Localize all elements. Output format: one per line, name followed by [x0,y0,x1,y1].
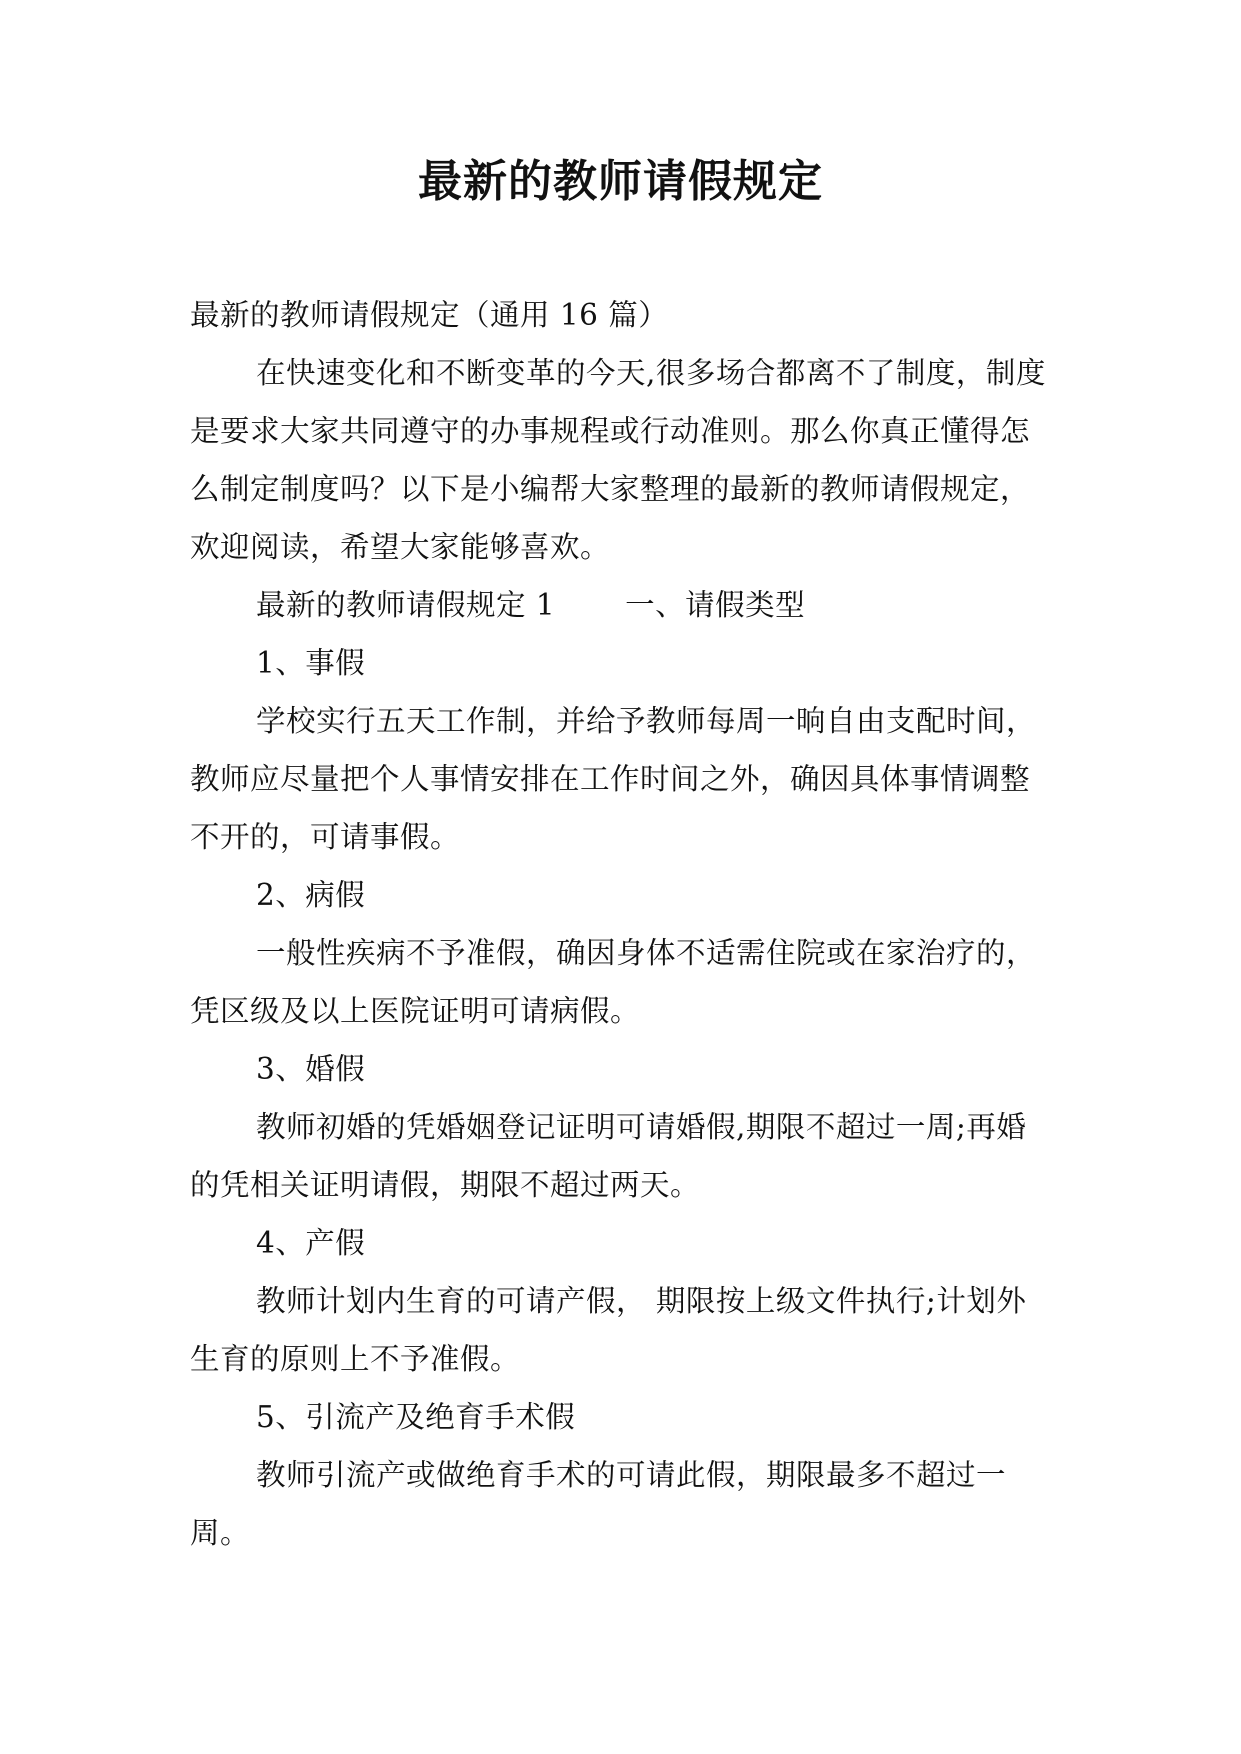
section-subheading: 一、请假类型 [625,588,806,622]
item-heading: 3、婚假 [256,1052,366,1086]
section-heading-line [190,576,1050,634]
item-heading: 4、产假 [256,1226,366,1260]
item-heading: 1、事假 [256,646,366,680]
intro-paragraph: 在快速变化和不断变革的今天,很多场合都离不了制度，制度是要求大家共同遵守的办事规程或行动准则。那么你真正懂得怎么制定制度吗？以下是小编帮大家整理的最新的教师请假规定，欢迎阅读，希望大家能够喜欢。 [190,356,1046,564]
item-paragraph: 教师引流产或做绝育手术的可请此假，期限最多不超过一周。 [190,1458,1007,1550]
item-paragraph: 教师初婚的凭婚姻登记证明可请婚假,期限不超过一周;再婚的凭相关证明请假，期限不超过两天。 [190,1110,1027,1202]
section-heading: 最新的教师请假规定 1 [256,588,556,622]
item-paragraph: 一般性疾病不予准假，确因身体不适需住院或在家治疗的，凭区级及以上医院证明可请病假。 [190,936,1037,1028]
item-heading: 2、病假 [256,878,366,912]
item-paragraph: 教师计划内生育的可请产假， 期限按上级文件执行;计划外生育的原则上不予准假。 [190,1284,1027,1376]
item-heading: 5、引流产及绝育手术假 [256,1400,576,1434]
document-body [190,286,1050,1562]
item-paragraph: 学校实行五天工作制，并给予教师每周一晌自由支配时间，教师应尽量把个人事情安排在工作时间之外，确因具体事情调整不开的，可请事假。 [190,704,1037,854]
document-subtitle: 最新的教师请假规定（通用 16 篇） [190,298,669,332]
document-title: 最新的教师请假规定 [418,156,823,207]
